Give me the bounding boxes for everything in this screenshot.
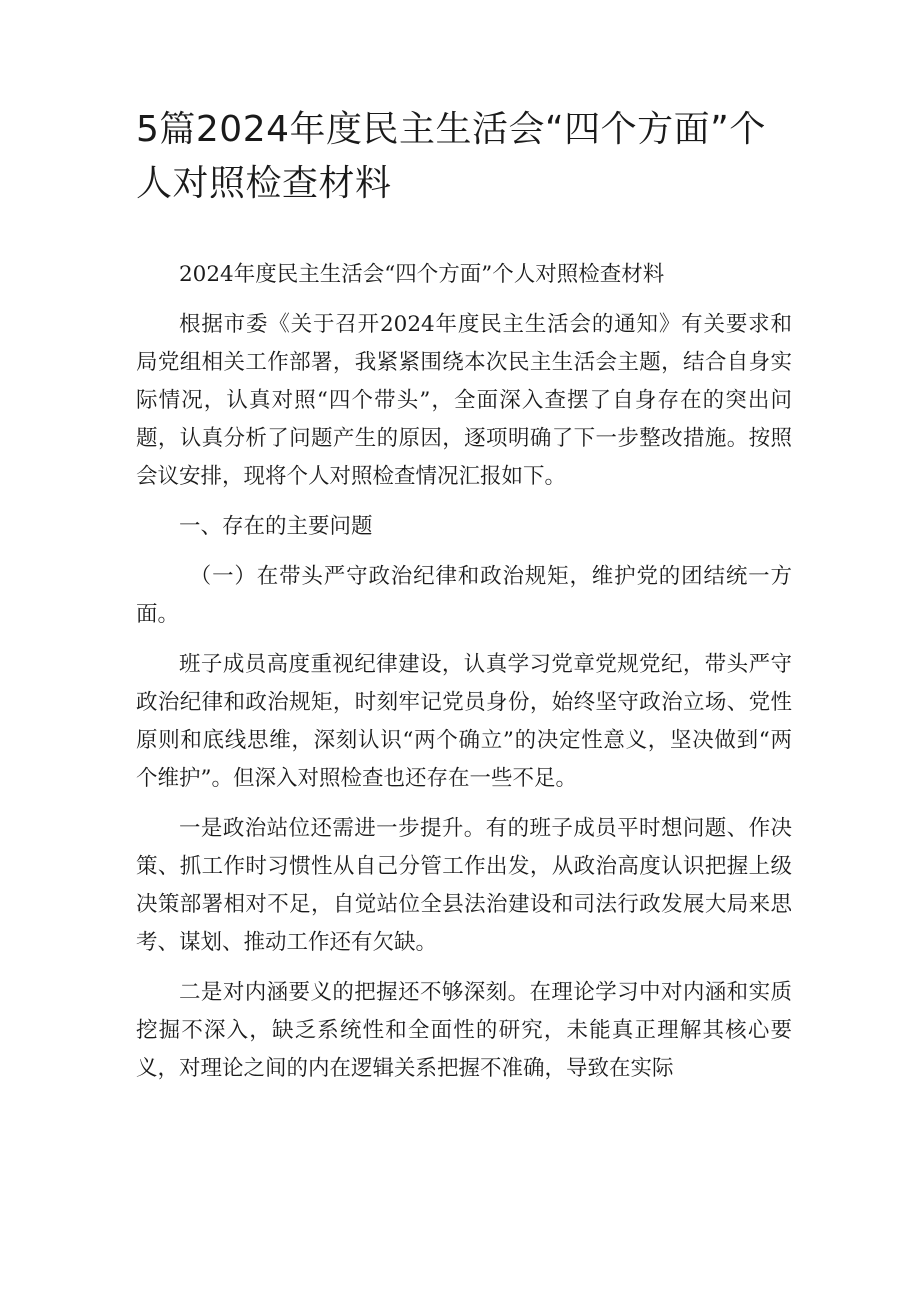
paragraph-intro: 根据市委《关于召开2024年度民主生活会的通知》有关要求和局党组相关工作部署，我紧紧围绕本次民主生活会主题，结合自身实际情况，认真对照“四个带头”，全面深入查摆了自身存在的突出问题，认真分析了问题产生的原因，逐项明确了下一步整改措施。按照会议安排，现将个人对照检查情况汇报如下。 [136, 312, 792, 489]
document-body [136, 256, 792, 1100]
paragraph: 一是政治站位还需进一步提升。有的班子成员平时想问题、作决策、抓工作时习惯性从自己分管工作出发，从政治高度认识把握上级决策部署相对不足，自觉站位全县法治建设和司法行政发展大局来思考、谋划、推动工作还有欠缺。 [136, 816, 792, 955]
sub-section-heading: （一）在带头严守政治纪律和政治规矩，维护党的团结统一方面。 [136, 564, 792, 627]
section-heading: 一、存在的主要问题 [179, 514, 373, 539]
paragraph-subtitle: 2024年度民主生活会“四个方面”个人对照检查材料 [179, 262, 665, 287]
paragraph: 二是对内涵要义的把握还不够深刻。在理论学习中对内涵和实质挖掘不深入，缺乏系统性和全面性的研究，未能真正理解其核心要义，对理论之间的内在逻辑关系把握不准确，导致在实际 [136, 980, 792, 1081]
paragraph: 班子成员高度重视纪律建设，认真学习党章党规党纪，带头严守政治纪律和政治规矩，时刻牢记党员身份，始终坚守政治立场、党性原则和底线思维，深刻认识“两个确立”的决定性意义，坚决做到“两个维护”。但深入对照检查也还存在一些不足。 [136, 652, 792, 791]
document-title: 5篇2024年度民主生活会“四个方面”个人对照检查材料 [136, 109, 766, 204]
